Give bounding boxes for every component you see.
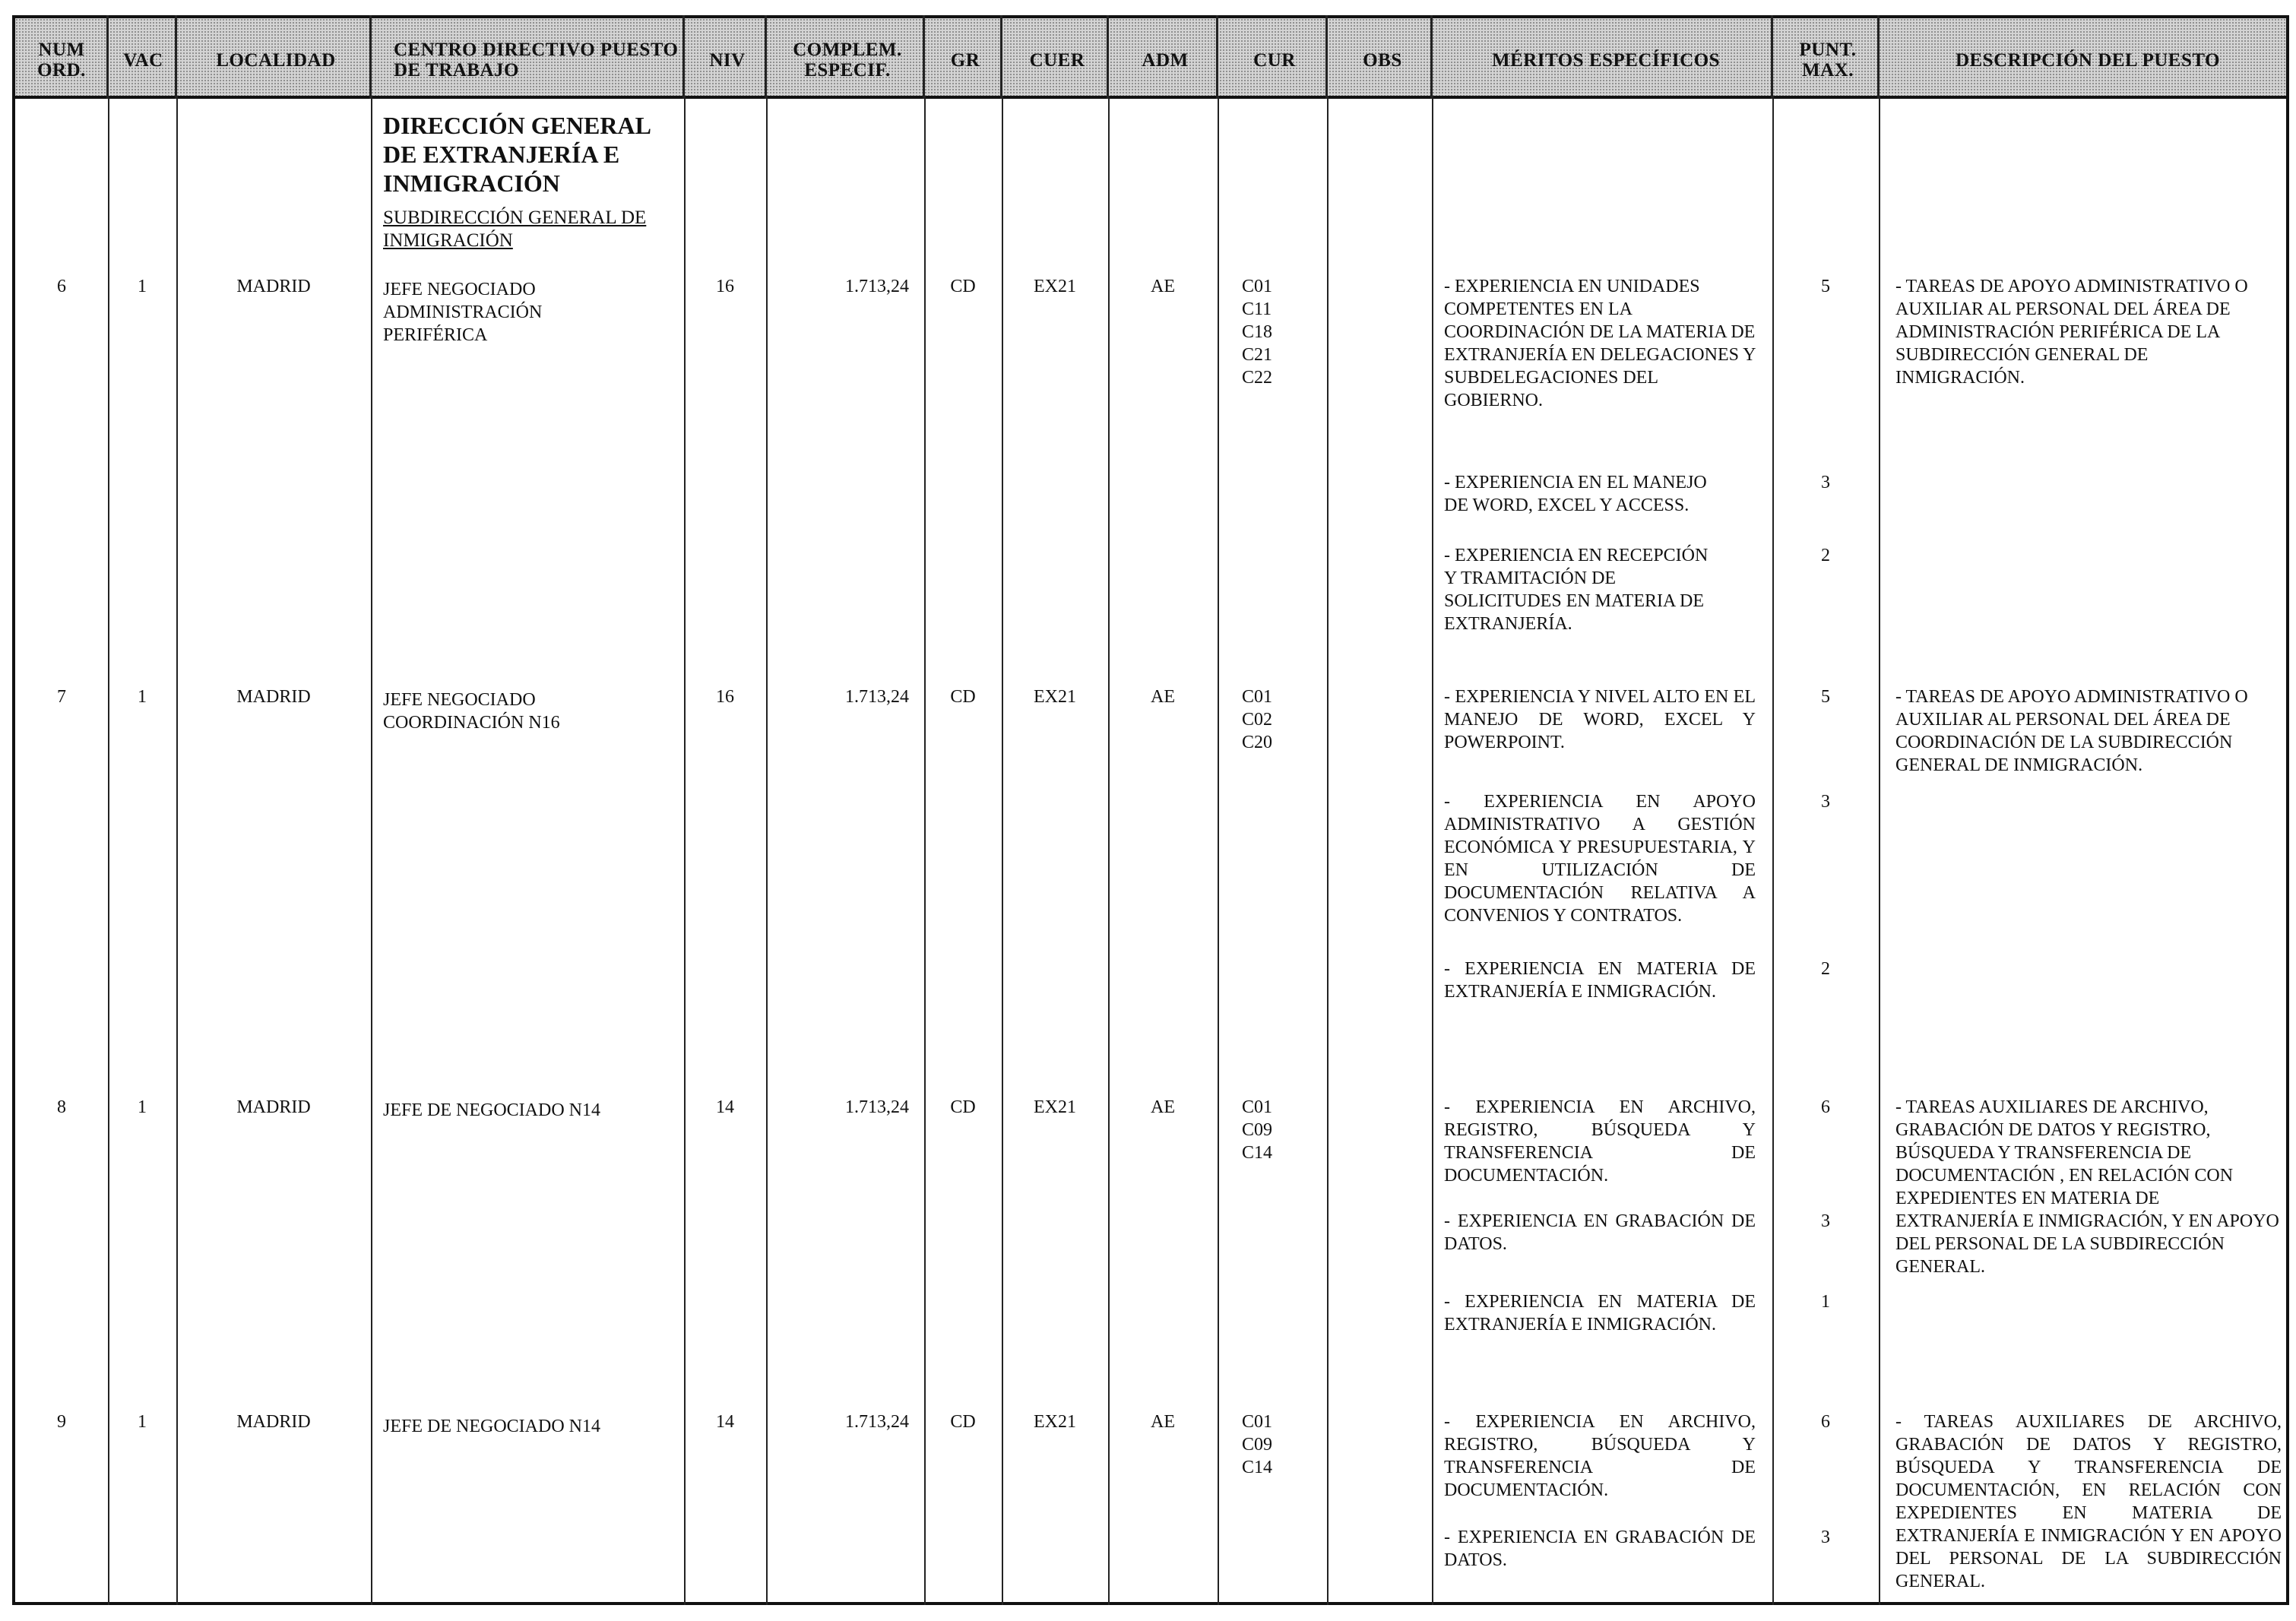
cur-code: C21 xyxy=(1242,345,1273,365)
col-divider xyxy=(1432,96,1433,1605)
header-obs: OBS xyxy=(1363,49,1402,71)
cell-vac: 1 xyxy=(138,687,147,707)
merito-punt: 6 xyxy=(1821,1412,1830,1432)
cur-code: C14 xyxy=(1242,1143,1273,1163)
merito-text: - EXPERIENCIA EN GRABACIÓN DE DATOS. xyxy=(1444,1528,1756,1570)
merito-text: - EXPERIENCIA EN MATERIA DE EXTRANJERÍA E INMIGRACIÓN. xyxy=(1444,1292,1756,1334)
col-divider xyxy=(924,96,926,1605)
col-divider xyxy=(106,15,109,99)
col-divider xyxy=(923,15,925,99)
header-num-ord: NUM ORD. xyxy=(37,40,86,81)
cell-adm: AE xyxy=(1151,1097,1175,1117)
col-divider xyxy=(1325,15,1328,99)
cur-code: C11 xyxy=(1242,299,1272,319)
cell-complem: 1.713,24 xyxy=(845,1412,909,1432)
cur-code: C14 xyxy=(1242,1458,1273,1477)
cell-descripcion: - TAREAS AUXILIARES DE ARCHIVO, GRABACIÓN DE DATOS Y REGISTRO, BÚSQUEDA Y TRANSFERENCIA DE DOCUMENTACIÓN , EN RELACIÓN CON EXPEDIENTES EN MATERIA DE EXTRANJERÍA E INMIGRACIÓN, Y EN APOYO DEL PERSONAL DE LA SUBDIRECCIÓN GENERAL. xyxy=(1895,1097,2279,1277)
document-page xyxy=(12,15,2289,1605)
header-centro-directivo: CENTRO DIRECTIVO PUESTO DE TRABAJO xyxy=(394,40,679,81)
col-divider xyxy=(1107,15,1109,99)
cur-code: C01 xyxy=(1242,277,1273,296)
col-divider xyxy=(682,15,685,99)
col-divider xyxy=(1216,15,1218,99)
cell-localidad: MADRID xyxy=(236,687,311,707)
header-meritos: MÉRITOS ESPECÍFICOS xyxy=(1491,49,1721,71)
merito-text: - EXPERIENCIA EN ARCHIVO, REGISTRO, BÚSQUEDA Y TRANSFERENCIA DE DOCUMENTACIÓN. xyxy=(1444,1412,1756,1500)
cell-localidad: MADRID xyxy=(236,1412,311,1432)
cell-vac: 1 xyxy=(138,1097,147,1117)
merito-punt: 2 xyxy=(1821,546,1830,565)
header-localidad: LOCALIDAD xyxy=(216,49,336,71)
cell-adm: AE xyxy=(1151,1412,1175,1432)
cell-cur xyxy=(1242,275,1318,389)
cell-adm: AE xyxy=(1151,277,1175,296)
header-niv: NIV xyxy=(709,49,746,71)
cell-adm: AE xyxy=(1151,687,1175,707)
col-divider xyxy=(175,15,177,99)
cell-niv: 14 xyxy=(716,1097,734,1117)
cur-code: C09 xyxy=(1242,1120,1273,1140)
col-divider xyxy=(1000,15,1002,99)
col-divider xyxy=(1002,96,1003,1605)
cell-descripcion: - TAREAS AUXILIARES DE ARCHIVO, GRABACIÓN DE DATOS Y REGISTRO, BÚSQUEDA Y TRANSFERENCIA DE DOCUMENTACIÓN, EN RELACIÓN CON EXPEDIENTES EN MATERIA DE EXTRANJERÍA E INMIGRACIÓN Y EN APOYO DEL PERSONAL DE LA SUBDIRECCIÓN GENERAL. xyxy=(1895,1412,2282,1591)
header-punt-max: PUNT. MAX. xyxy=(1799,40,1857,81)
cell-descripcion: - TAREAS DE APOYO ADMINISTRATIVO O AUXILIAR AL PERSONAL DEL ÁREA DE ADMINISTRACIÓN PERIFÉRICA DE LA SUBDIRECCIÓN GENERAL DE INMIGRACIÓN. xyxy=(1895,277,2248,388)
cell-descripcion: - TAREAS DE APOYO ADMINISTRATIVO O AUXILIAR AL PERSONAL DEL ÁREA DE COORDINACIÓN DE LA SUBDIRECCIÓN GENERAL DE INMIGRACIÓN. xyxy=(1895,687,2248,775)
merito-punt: 1 xyxy=(1821,1292,1830,1312)
header-cuer: CUER xyxy=(1029,49,1085,71)
header-cur: CUR xyxy=(1253,49,1296,71)
header-gr: GR xyxy=(950,49,980,71)
col-divider xyxy=(176,96,178,1605)
col-divider xyxy=(369,15,372,99)
merito-text: - EXPERIENCIA EN EL MANEJO DE WORD, EXCEL Y ACCESS. xyxy=(1444,473,1707,515)
merito-punt: 5 xyxy=(1821,277,1830,296)
cell-puesto: JEFE DE NEGOCIADO N14 xyxy=(383,1417,600,1436)
cell-cur xyxy=(1242,1410,1318,1479)
col-divider xyxy=(1108,96,1110,1605)
header-separators xyxy=(12,15,2289,99)
cell-vac: 1 xyxy=(138,1412,147,1432)
cell-vac: 1 xyxy=(138,277,147,296)
merito-punt: 3 xyxy=(1821,1211,1830,1231)
col-divider xyxy=(1772,96,1774,1605)
col-divider xyxy=(371,96,372,1605)
cell-complem: 1.713,24 xyxy=(845,1097,909,1117)
merito-punt: 3 xyxy=(1821,792,1830,812)
cell-num-ord: 8 xyxy=(57,1097,66,1117)
cell-niv: 16 xyxy=(716,687,734,707)
header-adm: ADM xyxy=(1142,49,1189,71)
merito-text: - EXPERIENCIA EN RECEPCIÓN Y TRAMITACIÓN DE SOLICITUDES EN MATERIA DE EXTRANJERÍA. xyxy=(1444,546,1709,634)
cur-code: C01 xyxy=(1242,687,1273,707)
merito-punt: 6 xyxy=(1821,1097,1830,1117)
cell-gr: CD xyxy=(950,277,976,296)
cur-code: C09 xyxy=(1242,1435,1273,1455)
cell-num-ord: 7 xyxy=(57,687,66,707)
cell-localidad: MADRID xyxy=(236,1097,311,1117)
cur-code: C01 xyxy=(1242,1412,1273,1432)
cell-puesto: JEFE DE NEGOCIADO N14 xyxy=(383,1100,600,1120)
merito-text: - EXPERIENCIA EN APOYO ADMINISTRATIVO A GESTIÓN ECONÓMICA Y PRESUPUESTARIA, Y EN UTILIZACIÓN DE DOCUMENTACIÓN RELATIVA A CONVENIOS Y CONTRATOS. xyxy=(1444,792,1756,926)
cell-puesto: JEFE NEGOCIADO COORDINACIÓN N16 xyxy=(383,690,560,733)
cur-code: C18 xyxy=(1242,322,1273,342)
cur-code: C20 xyxy=(1242,733,1273,752)
merito-text: - EXPERIENCIA EN ARCHIVO, REGISTRO, BÚSQUEDA Y TRANSFERENCIA DE DOCUMENTACIÓN. xyxy=(1444,1097,1756,1186)
cell-niv: 16 xyxy=(716,277,734,296)
cell-num-ord: 9 xyxy=(57,1412,66,1432)
col-divider xyxy=(1327,96,1329,1605)
col-divider xyxy=(1877,15,1880,99)
col-divider xyxy=(1218,96,1219,1605)
col-divider xyxy=(766,96,768,1605)
col-divider xyxy=(765,15,767,99)
header-vac: VAC xyxy=(123,49,163,71)
table-body xyxy=(12,96,2289,1605)
cell-cur xyxy=(1242,685,1318,754)
cell-cuer: EX21 xyxy=(1034,277,1076,296)
cell-puesto: JEFE NEGOCIADO ADMINISTRACIÓN PERIFÉRICA xyxy=(383,280,543,345)
merito-text: - EXPERIENCIA Y NIVEL ALTO EN EL MANEJO DE WORD, EXCEL Y POWERPOINT. xyxy=(1444,687,1756,752)
col-divider xyxy=(1430,15,1433,99)
cell-complem: 1.713,24 xyxy=(845,687,909,707)
cell-gr: CD xyxy=(950,1097,976,1117)
merito-punt: 3 xyxy=(1821,473,1830,492)
col-divider xyxy=(1771,15,1773,99)
col-divider xyxy=(1879,96,1880,1605)
cell-complem: 1.713,24 xyxy=(845,277,909,296)
cur-code: C02 xyxy=(1242,710,1273,730)
cell-cuer: EX21 xyxy=(1034,1097,1076,1117)
cell-localidad: MADRID xyxy=(236,277,311,296)
cell-num-ord: 6 xyxy=(57,277,66,296)
header-descripcion: DESCRIPCIÓN DEL PUESTO xyxy=(1955,49,2221,71)
cell-niv: 14 xyxy=(716,1412,734,1432)
col-divider xyxy=(684,96,686,1605)
header-complem-especif: COMPLEM. ESPECIF. xyxy=(793,40,902,81)
col-divider xyxy=(108,96,109,1605)
cell-cur xyxy=(1242,1096,1318,1164)
merito-punt: 2 xyxy=(1821,959,1830,979)
cell-gr: CD xyxy=(950,687,976,707)
merito-text: - EXPERIENCIA EN GRABACIÓN DE DATOS. xyxy=(1444,1211,1756,1254)
merito-punt: 3 xyxy=(1821,1528,1830,1547)
cur-code: C01 xyxy=(1242,1097,1273,1117)
merito-text: - EXPERIENCIA EN MATERIA DE EXTRANJERÍA E INMIGRACIÓN. xyxy=(1444,959,1756,1002)
department-name: DIRECCIÓN GENERAL DE EXTRANJERÍA E INMIGRACIÓN xyxy=(383,112,651,197)
cell-cuer: EX21 xyxy=(1034,687,1076,707)
subdirection-name: SUBDIRECCIÓN GENERAL DE INMIGRACIÓN xyxy=(383,207,647,251)
merito-punt: 5 xyxy=(1821,687,1830,707)
cur-code: C22 xyxy=(1242,368,1273,388)
merito-text: - EXPERIENCIA EN UNIDADES COMPETENTES EN LA COORDINACIÓN DE LA MATERIA DE EXTRANJERÍA EN DELEGACIONES Y SUBDELEGACIONES DEL GOBIERNO. xyxy=(1444,277,1756,410)
cell-cuer: EX21 xyxy=(1034,1412,1076,1432)
cell-gr: CD xyxy=(950,1412,976,1432)
